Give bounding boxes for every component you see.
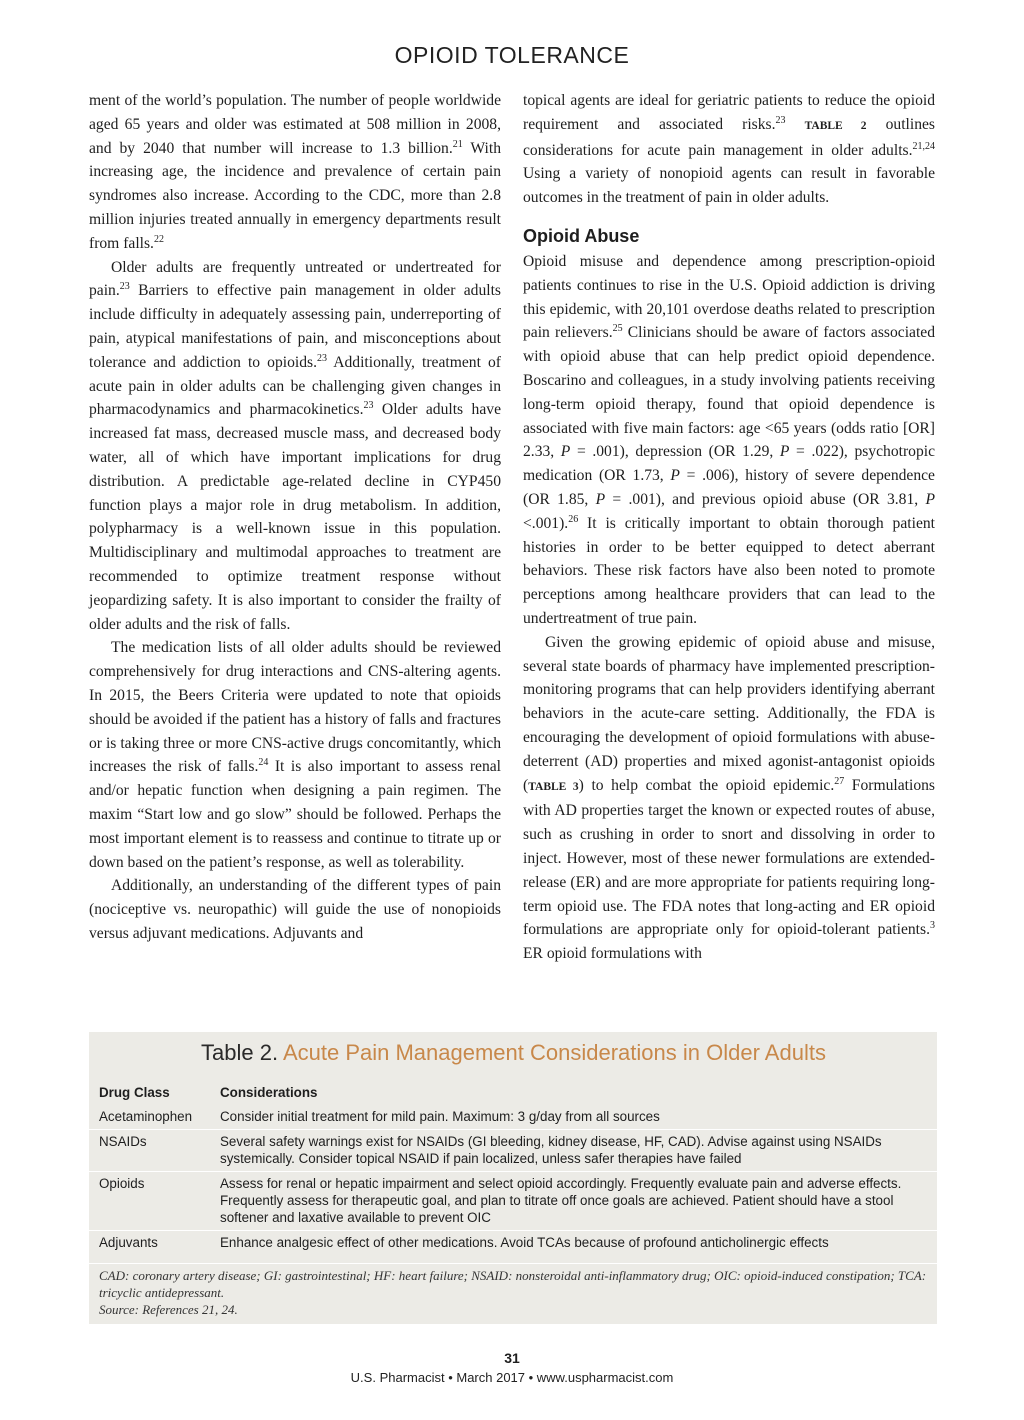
- right-column: [523, 89, 935, 966]
- abbreviations-note: CAD: coronary artery disease; GI: gastrointestinal; HF: heart failure; NSAID: nonsteroidal anti-inflammatory drug; OIC: opioid-induced constipation; TCA: tricyclic antidepressant.: [99, 1268, 927, 1300]
- table-row: [89, 1130, 937, 1172]
- reference-superscript: 23: [775, 114, 786, 126]
- paragraph: Opioid misuse and dependence among prescription-opioid patients continues to rise in the U.S. Opioid addiction is driving this epidemic, with 20,101 overdose deaths related to prescription pain relievers.$^{25}$ Clinicians should be aware of factors associated with opioid abuse that can help predict opioid dependence. Boscarino and colleagues, in a study involving patients receiving long-term opioid therapy, found that opioid dependence is associated with five main factors: age <65 years (odds ratio [OR] 2.33, P = .001), depression (OR 1.29, P = .022), psychotropic medication (OR 1.73, P = .006), history of severe dependence (OR 1.85, P = .001), and previous opioid abuse (OR 3.81, P <.001).$^{26}$ It is critically important to obtain thorough patient histories in order to be better equipped to detect aberrant behaviors. These risk factors have also been noted to promote perceptions among healthcare providers that can lead to the undertreatment of true pain.: [523, 252, 935, 627]
- paragraph: Given the growing epidemic of opioid abuse and misuse, several state boards of pharmacy have implemented prescription-monitoring programs that can help providers identifying aberrant behaviors in the acute-care setting. Additionally, the FDA is encouraging the development of opioid formulations with abuse-deterrent (AD) properties and mixed agonist-antagonist opioids (TABLE 3) to help combat the opioid epidemic.$^{27}$ Formulations with AD properties target the known or expected routes of abuse, such as crushing in order to snort and dissolving in order to inject. However, most of these newer formulations are extended-release (ER) and are more appropriate for patients requiring long-term opioid use. The FDA notes that long-acting and ER opioid formulations are appropriate only for opioid-tolerant patients.$^3$ ER opioid formulations with: [523, 633, 935, 963]
- considerations-cell: Assess for renal or hepatic impairment and select opioid accordingly. Frequently evaluate pain and adverse effects. Frequently assess for therapeutic goal, and plan to titrate off once goals are achieved. Patient should have a stool softener and laxative available to prevent OIC: [210, 1172, 937, 1231]
- running-head: OPIOID TOLERANCE: [394, 42, 630, 68]
- drug-class-cell: Acetaminophen: [99, 1109, 193, 1124]
- reference-superscript: 22: [153, 233, 164, 245]
- reference-superscript: 24: [258, 757, 269, 769]
- reference-superscript: 3: [930, 920, 935, 932]
- reference-superscript: 27: [834, 775, 845, 787]
- table-reference: TABLE 2: [804, 119, 867, 132]
- drug-class-cell: NSAIDs: [89, 1130, 210, 1172]
- reference-superscript: 23: [317, 352, 327, 364]
- table-title: Table 2. Acute Pain Management Considerations in Older Adults: [201, 1040, 826, 1065]
- section-heading: Opioid Abuse: [523, 225, 640, 246]
- considerations-table: [89, 1080, 937, 1255]
- drug-class-cell: Opioids: [89, 1172, 210, 1231]
- paragraph: Older adults are frequently untreated or undertreated for pain.$^{23}$ Barriers to effective pain management in older adults include difficulty in adequately assessing pain, underreporting of pain, atypical manifestations of pain, and misconceptions about tolerance and addiction to opioids.$^{23}$ Additionally, treatment of acute pain in older adults can be challenging given changes in pharmacodynamics and pharmacokinetics.$^{23}$ Older adults have increased fat mass, decreased muscle mass, and decreased body water, all of which have important implications for drug distribution. A predictable age-related decline in CYP450 function plays a major role in drug metabolism. In addition, polypharmacy is a well-known issue in this population. Multidisciplinary and multimodal approaches to treatment are recommended to optimize treatment response without jeopardizing safety. It is also important to consider the frailty of older adults and the risk of falls.: [89, 258, 501, 633]
- table-row: [89, 1105, 937, 1130]
- column-header: Drug Class: [99, 1085, 170, 1100]
- reference-superscript: 23: [363, 400, 374, 412]
- considerations-cell: Consider initial treatment for mild pain. Maximum: 3 g/day from all sources: [220, 1109, 660, 1124]
- publication-footer: U.S. Pharmacist • March 2017 • www.uspharmacist.com: [350, 1370, 674, 1385]
- paragraph: The medication lists of all older adults should be reviewed comprehensively for drug interactions and CNS-altering agents. In 2015, the Beers Criteria were updated to note that opioids should be avoided if the patient has a history of falls and fractures or is taking three or more CNS-active drugs concomitantly, which increases the risk of falls.$^{24}$ It is also important to assess renal and/or hepatic function when designing a pain regimen. The maxim “Start low and go slow” should be followed. Perhaps the most important element is to reassess and continue to titrate up or down based on the patient’s response, as well as tolerability.: [89, 639, 501, 871]
- source-note: Source: References 21, 24.: [99, 1302, 238, 1317]
- page-number: 31: [504, 1350, 520, 1366]
- column-header: Considerations: [220, 1085, 318, 1100]
- paragraph: topical agents are ideal for geriatric patients to reduce the opioid requirement and associated risks.$^{23}$ TABLE 2 outlines considerations for acute pain management in older adults.$^{21,24}$ Using a variety of nonopioid agents can result in favorable outcomes in the treatment of pain in older adults.: [523, 92, 935, 207]
- reference-superscript: 21: [452, 138, 463, 150]
- considerations-cell: Several safety warnings exist for NSAIDs (GI bleeding, kidney disease, HF, CAD). Advise against using NSAIDs systemically. Consider topical NSAID if pain localized, unless safer therapies have failed: [210, 1130, 937, 1172]
- reference-superscript: 26: [568, 513, 579, 525]
- reference-superscript: 23: [119, 281, 130, 293]
- table-footnote: [89, 1263, 937, 1318]
- table-reference: TABLE 3: [528, 780, 579, 793]
- reference-superscript: 25: [612, 323, 623, 335]
- considerations-cell: Enhance analgesic effect of other medications. Avoid TCAs because of profound anticholinergic effects: [210, 1231, 937, 1256]
- drug-class-cell: Adjuvants: [89, 1231, 210, 1256]
- left-column: [89, 89, 501, 946]
- table-2-box: [89, 1032, 937, 1324]
- reference-superscript: 21,24: [912, 140, 935, 152]
- table-row: [89, 1172, 937, 1231]
- table-row: [89, 1231, 937, 1256]
- paragraph: Additionally, an understanding of the different types of pain (nociceptive vs. neuropathic) will guide the use of nonopioids versus adjuvant medications. Adjuvants and: [89, 877, 501, 942]
- paragraph: ment of the world’s population. The number of people worldwide aged 65 years and older was estimated at 508 million in 2008, and by 2040 that number will increase to 1.3 billion.$^{21}$ With increasing age, the incidence and prevalence of certain pain syndromes also increase. According to the CDC, more than 2.8 million injuries treated annually in emergency departments result from falls.$^{22}$: [89, 92, 501, 252]
